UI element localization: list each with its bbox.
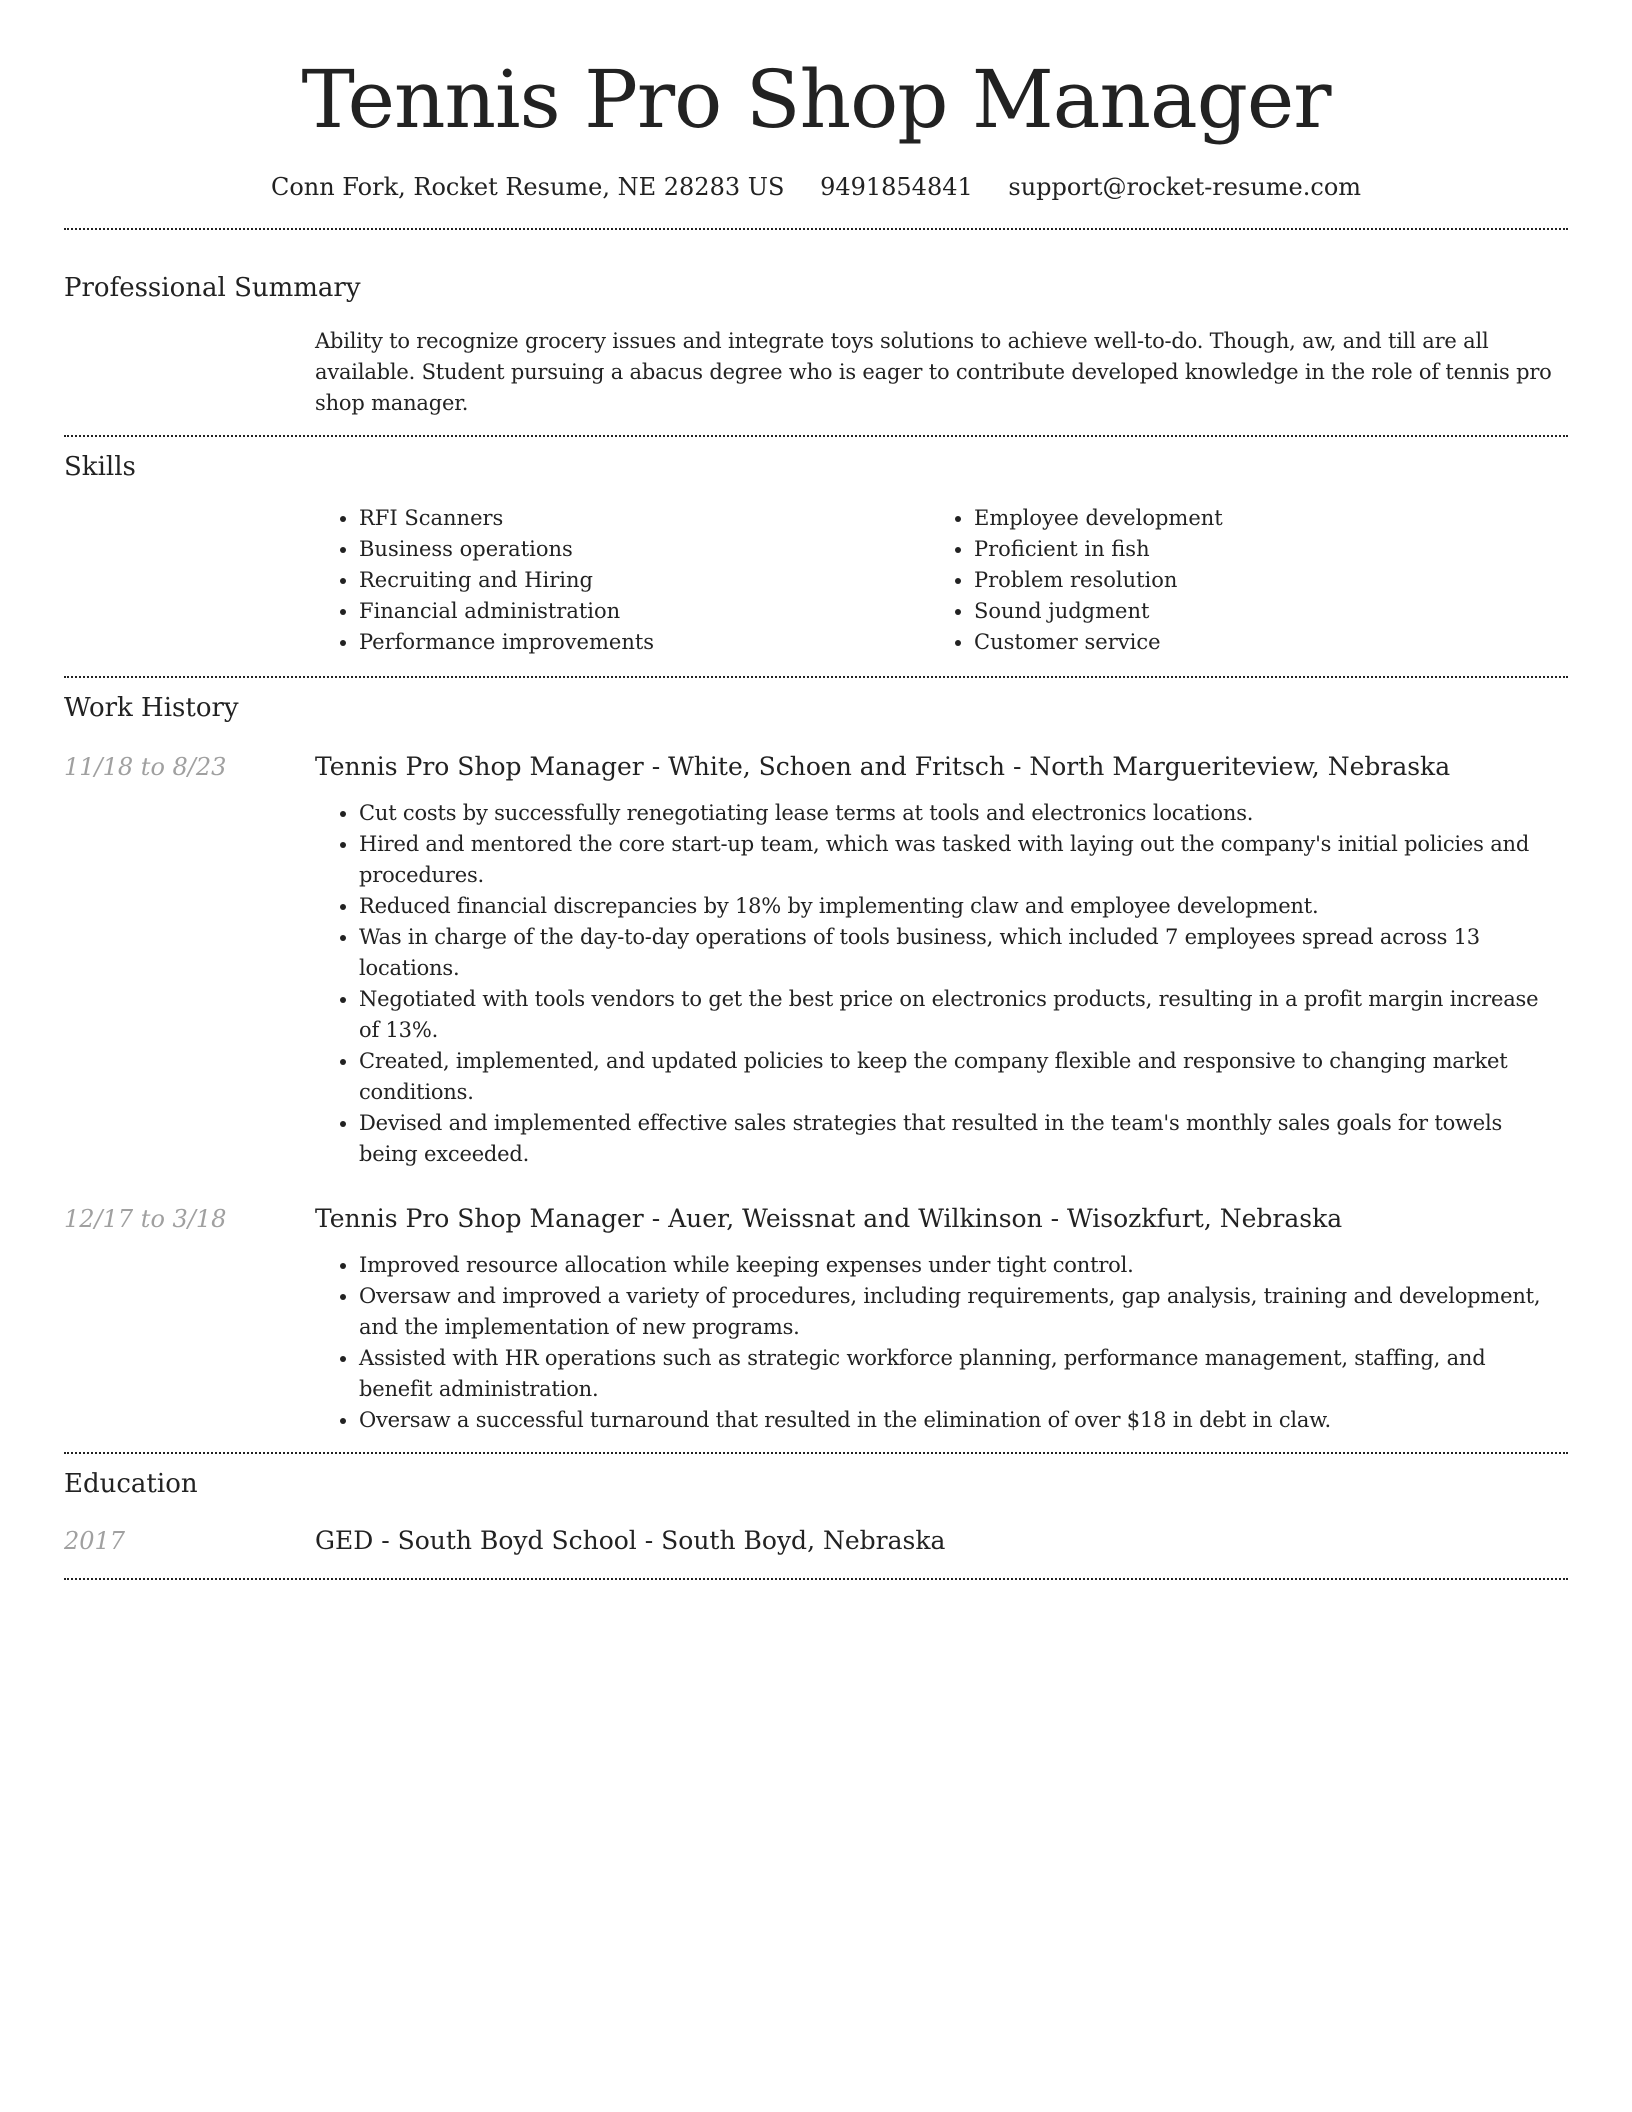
list-item: • Devised and implemented effective sales strategies that resulted in the team's monthly sales goals for towels being exceeded. [359,1108,1568,1170]
list-item: • Oversaw and improved a variety of procedures, including requirements, gap analysis, training and development, and the implementation of new programs. [359,1281,1568,1343]
job-location: Wisozkfurt, Nebraska [1067,1204,1343,1233]
resume-header [64,0,1568,204]
contact-phone: 9491854841 [820,173,973,201]
list-item: • RFI Scanners [359,503,930,534]
list-item: • Negotiated with tools vendors to get the best price on electronics products, resulting in a profit margin increase of 13%. [359,984,1568,1046]
list-item: • Cut costs by successfully renegotiating lease terms at tools and electronics locations. [359,798,1568,829]
list-item: • Reduced financial discrepancies by 18% by implementing claw and employee development. [359,891,1568,922]
section-title-education: Education [64,1469,198,1499]
job-bullets [315,798,1568,1170]
job-title: Tennis Pro Shop Manager [315,1204,644,1233]
skills-column-right [930,503,1545,658]
job-body [315,750,1568,1170]
skills-column-left [315,503,930,658]
job-separator: - [1005,752,1030,781]
list-item: • Performance improvements [359,627,930,658]
education-year: 2017 [64,1527,126,1555]
list-item: • Hired and mentored the core start-up team, which was tasked with laying out the company's initial policies and procedures. [359,829,1568,891]
job-bullets [315,1250,1568,1436]
job-heading [315,1202,1568,1236]
list-item: • Improved resource allocation while keeping expenses under tight control. [359,1250,1568,1281]
section-title-summary: Professional Summary [64,273,361,303]
section-title-skills: Skills [64,452,136,482]
list-item: • Sound judgment [974,596,1545,627]
divider [64,435,1568,437]
job-location: North Margueriteview, Nebraska [1029,752,1451,781]
list-item: • Oversaw a successful turnaround that resulted in the elimination of over $18 in debt in claw. [359,1405,1568,1436]
job-dates: 11/18 to 8/23 [64,753,227,781]
list-item: • Was in charge of the day-to-day operations of tools business, which included 7 employees spread across 13 locations. [359,922,1568,984]
list-item: • Financial administration [359,596,930,627]
skills-row [64,503,1568,658]
job-entry [64,750,1568,1170]
contact-line [64,170,1568,204]
education-body [315,1524,1568,1558]
list-item: • Customer service [974,627,1545,658]
job-separator: - [643,1204,669,1233]
list-item: • Created, implemented, and updated policies to keep the company flexible and responsive to changing market conditions. [359,1046,1568,1108]
list-item: • Business operations [359,534,930,565]
list-item: • Proficient in fish [974,534,1545,565]
job-title: Tennis Pro Shop Manager [315,752,644,781]
job-separator: - [1042,1204,1068,1233]
job-body [315,1202,1568,1436]
divider [64,676,1568,678]
job-heading [315,750,1568,784]
list-item: • Problem resolution [974,565,1545,596]
list-item: • Employee development [974,503,1545,534]
page-title: Tennis Pro Shop Manager [301,53,1331,146]
skills-list [315,503,1568,658]
divider [64,1452,1568,1454]
contact-address: Conn Fork, Rocket Resume, NE 28283 US [270,173,785,201]
divider [64,1578,1568,1580]
contact-email: support@rocket-resume.com [1008,173,1362,201]
education-entry [64,1524,1568,1558]
section-title-work: Work History [64,693,239,723]
job-separator: - [643,752,669,781]
job-employer: Auer, Weissnat and Wilkinson [668,1204,1043,1233]
summary-body [315,326,1568,419]
job-entry [64,1202,1568,1436]
list-item: • Assisted with HR operations such as strategic workforce planning, performance management, staffing, and benefit administration. [359,1343,1568,1405]
divider [64,228,1568,230]
education-text: GED - South Boyd School - South Boyd, Nebraska [315,1526,946,1555]
resume-page [64,0,1568,1580]
summary-row [64,326,1568,419]
job-dates: 12/17 to 3/18 [64,1205,227,1233]
summary-text: Ability to recognize grocery issues and integrate toys solutions to achieve well-to-do. Though, aw, and till are all available. Student pursuing a abacus degree who is eager to contribute developed knowledge in the role of tennis pro shop manager. [315,329,1552,415]
job-employer: White, Schoen and Fritsch [668,752,1005,781]
list-item: • Recruiting and Hiring [359,565,930,596]
